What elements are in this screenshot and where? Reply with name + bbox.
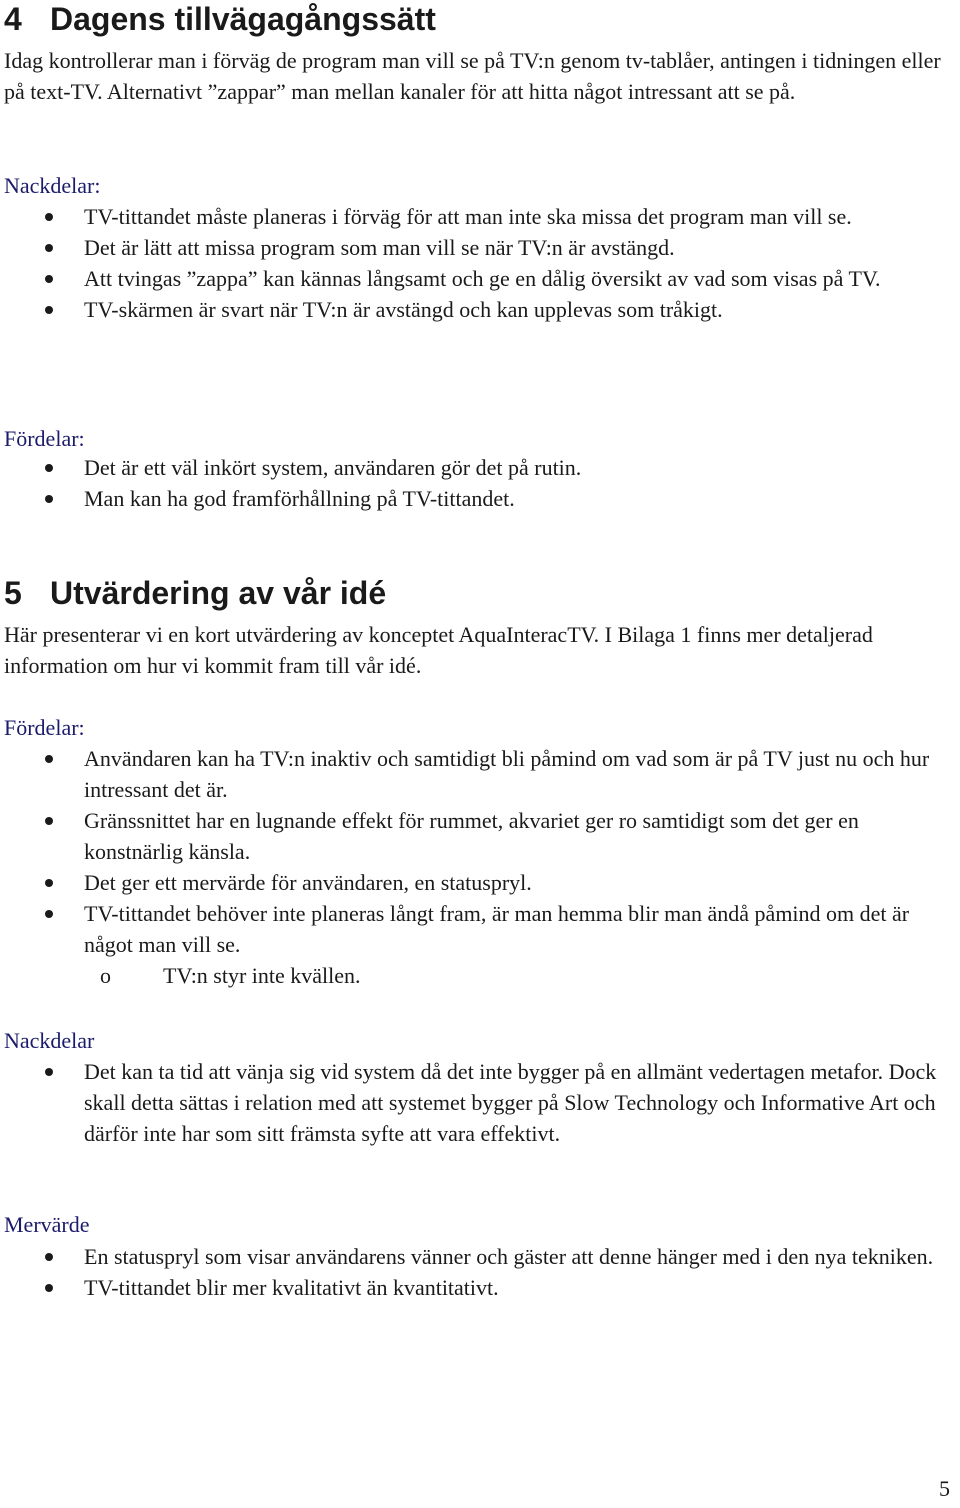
bullet-icon bbox=[45, 1068, 53, 1076]
list-item bbox=[0, 452, 960, 483]
section-5-title: Utvärdering av vår idé bbox=[50, 575, 387, 611]
section-4-intro: Idag kontrollerar man i förväg de program man vill se på TV:n genom tv-tablåer, antingen i tidningen eller på text-TV. Alternativt ”zappar” man mellan kanaler för att hitta något intressant att se på. bbox=[4, 48, 941, 104]
list-item bbox=[0, 201, 960, 232]
list-item bbox=[0, 898, 960, 960]
list-item bbox=[0, 867, 960, 898]
bullet-icon bbox=[45, 275, 53, 283]
bullet-icon bbox=[45, 1253, 53, 1261]
bullet-icon bbox=[45, 464, 53, 472]
list-item bbox=[0, 483, 960, 514]
list-item-text: Det ger ett mervärde för användaren, en statuspryl. bbox=[84, 870, 532, 895]
page-number: 5 bbox=[939, 1476, 950, 1501]
bullet-icon bbox=[45, 495, 53, 503]
section-4-fordelar-label: Fördelar: bbox=[4, 426, 85, 451]
bullet-icon bbox=[45, 1284, 53, 1292]
section-5-mervarde-label: Mervärde bbox=[4, 1212, 90, 1237]
bullet-icon bbox=[45, 910, 53, 918]
section-4-number: 4 bbox=[4, 1, 22, 37]
list-item bbox=[0, 1056, 960, 1149]
list-item bbox=[0, 805, 960, 867]
section-4-nackdelar-label: Nackdelar: bbox=[4, 173, 101, 198]
section-4-heading bbox=[4, 0, 436, 38]
section-5-nackdelar-list bbox=[0, 1056, 960, 1149]
bullet-icon bbox=[45, 244, 53, 252]
bullet-icon bbox=[45, 306, 53, 314]
sub-bullet-marker: o bbox=[100, 963, 111, 988]
list-item bbox=[0, 294, 960, 325]
list-item bbox=[0, 232, 960, 263]
list-item-text: Det kan ta tid att vänja sig vid system då det inte bygger på en allmänt vedertagen metafor. Dock skall detta sättas i relation med att systemet bygger på Slow Technology och Informative Art och därför inte har som sitt främsta syfte att vara effektivt. bbox=[84, 1059, 937, 1146]
list-item-text: TV-tittandet behöver inte planeras långt fram, är man hemma blir man ändå påmind om det är något man vill se. bbox=[84, 901, 910, 957]
section-5-mervarde-list bbox=[0, 1241, 960, 1303]
list-item-text: Användaren kan ha TV:n inaktiv och samtidigt bli påmind om vad som är på TV just nu och hur intressant det är. bbox=[84, 746, 930, 802]
sub-list-item bbox=[0, 960, 960, 991]
section-5-heading bbox=[4, 574, 386, 612]
list-item-text: TV-tittandet måste planeras i förväg för att man inte ska missa det program man vill se. bbox=[84, 204, 852, 229]
list-item-text: Gränssnittet har en lugnande effekt för rummet, akvariet ger ro samtidigt som det ger en konstnärlig känsla. bbox=[84, 808, 859, 864]
list-item bbox=[0, 743, 960, 805]
list-item-text: Att tvingas ”zappa” kan kännas långsamt och ge en dålig översikt av vad som visas på TV. bbox=[84, 266, 881, 291]
section-4-nackdelar-list bbox=[0, 201, 960, 325]
section-5-fordelar-list bbox=[0, 743, 960, 991]
bullet-icon bbox=[45, 879, 53, 887]
list-item-text: TV-tittandet blir mer kvalitativt än kvantitativt. bbox=[84, 1275, 499, 1300]
bullet-icon bbox=[45, 213, 53, 221]
section-4-fordelar-list bbox=[0, 452, 960, 514]
list-item-text: Man kan ha god framförhållning på TV-tittandet. bbox=[84, 486, 515, 511]
list-item-text: Det är ett väl inkört system, användaren gör det på rutin. bbox=[84, 455, 582, 480]
list-item bbox=[0, 1241, 960, 1272]
section-5-intro: Här presenterar vi en kort utvärdering av konceptet AquaInteracTV. I Bilaga 1 finns mer detaljerad information om hur vi kommit fram till vår idé. bbox=[4, 622, 873, 678]
list-item-text: Det är lätt att missa program som man vill se när TV:n är avstängd. bbox=[84, 235, 675, 260]
list-item bbox=[0, 263, 960, 294]
section-5-fordelar-label: Fördelar: bbox=[4, 715, 85, 740]
bullet-icon bbox=[45, 755, 53, 763]
section-4-title: Dagens tillvägagångssätt bbox=[50, 1, 436, 37]
bullet-icon bbox=[45, 817, 53, 825]
section-5-number: 5 bbox=[4, 575, 22, 611]
section-5-nackdelar-label: Nackdelar bbox=[4, 1028, 95, 1053]
list-item-text: TV-skärmen är svart när TV:n är avstängd och kan upplevas som tråkigt. bbox=[84, 297, 723, 322]
list-item-text: En statuspryl som visar användarens vänner och gäster att denne hänger med i den nya tekniken. bbox=[84, 1244, 934, 1269]
list-item bbox=[0, 1272, 960, 1303]
sub-list-item-text: TV:n styr inte kvällen. bbox=[163, 963, 361, 988]
